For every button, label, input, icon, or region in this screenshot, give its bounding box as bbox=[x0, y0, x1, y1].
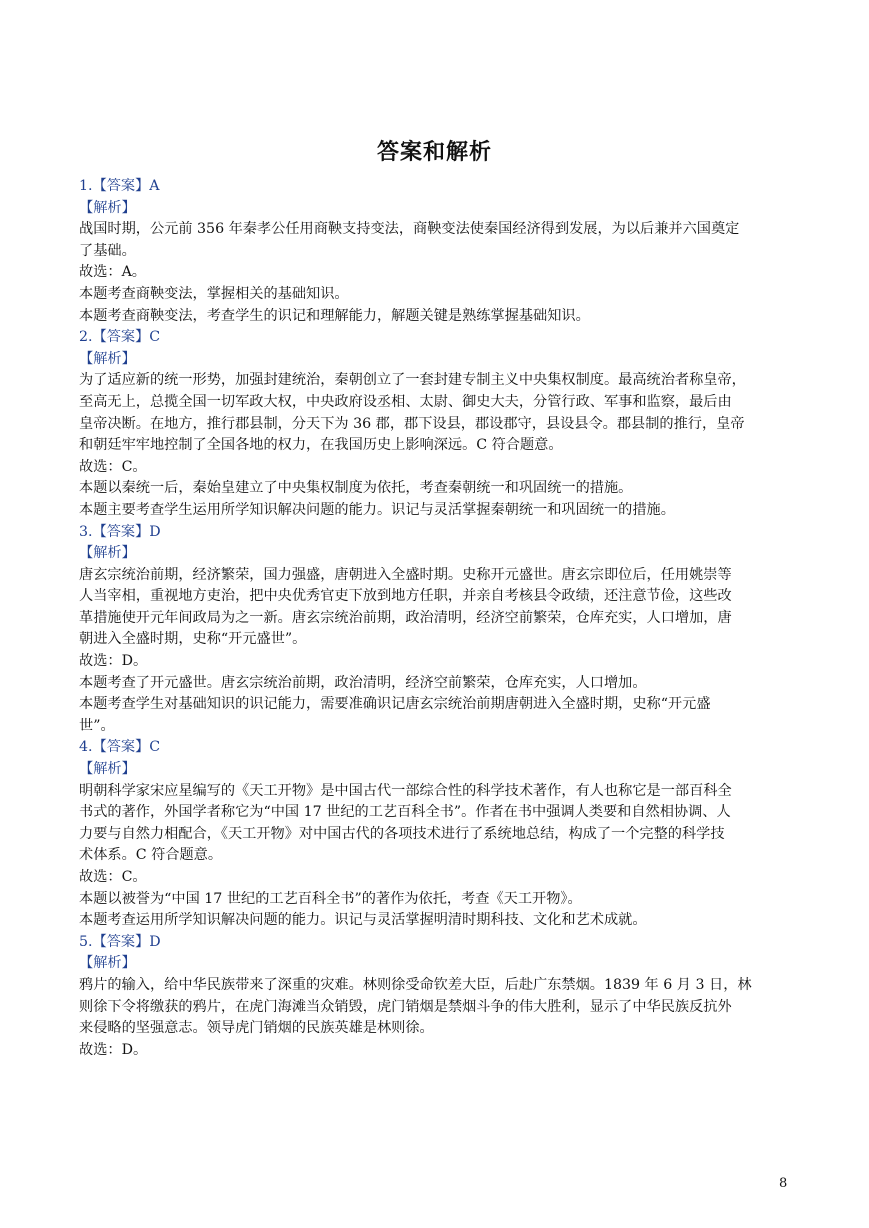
answer-line: 4.【答案】C bbox=[79, 739, 161, 756]
analysis-label: 【解析】 bbox=[79, 199, 136, 216]
analysis-line: 鸦片的输入，给中华民族带来了深重的灾难。林则徐受命钦差大臣，后赴广东禁烟。1839 年 6 月 3 日，林 bbox=[79, 976, 752, 993]
answer-content bbox=[79, 176, 791, 1061]
analysis-line: 故选：C。 bbox=[79, 869, 147, 885]
analysis-line: 皇帝决断。在地方，推行郡县制，分天下为 36 郡，郡下设县，郡设郡守，县设县令。郡县制的推行，皇帝 bbox=[79, 415, 745, 432]
analysis-line: 术体系。C 符合题意。 bbox=[79, 847, 223, 864]
analysis-label: 【解析】 bbox=[79, 955, 136, 972]
analysis-label: 【解析】 bbox=[79, 761, 136, 778]
analysis-line: 故选：C。 bbox=[79, 458, 147, 475]
analysis-line: 则徐下令将缴获的鸦片，在虎门海滩当众销毁，虎门销烟是禁烟斗争的伟大胜利，显示了中华民族反抗外 bbox=[79, 998, 732, 1015]
answer-line: 2.【答案】C bbox=[79, 329, 161, 346]
analysis-line: 了基础。 bbox=[79, 242, 136, 259]
question-block-2 bbox=[79, 327, 791, 521]
answer-line: 5.【答案】D bbox=[79, 933, 161, 950]
analysis-line: 本题考查学生对基础知识的识记能力，需要准确识记唐玄宗统治前期唐朝进入全盛时期，史称“开元盛 bbox=[79, 696, 711, 713]
question-block-4 bbox=[79, 737, 791, 931]
analysis-line: 力要与自然力相配合，《天工开物》对中国古代的各项技术进行了系统地总结，构成了一个完整的科学技 bbox=[79, 825, 725, 842]
answer-line: 3.【答案】D bbox=[79, 523, 161, 540]
analysis-line: 本题考查了开元盛世。唐玄宗统治前期，政治清明，经济空前繁荣，仓库充实，人口增加。 bbox=[79, 674, 647, 691]
page-number: 8 bbox=[779, 1176, 788, 1191]
analysis-line: 故选：D。 bbox=[79, 1041, 148, 1058]
analysis-label: 【解析】 bbox=[79, 350, 136, 367]
analysis-line: 本题主要考查学生运用所学知识解决问题的能力。识记与灵活掌握秦朝统一和巩固统一的措施。 bbox=[79, 501, 675, 518]
analysis-line: 为了适应新的统一形势，加强封建统治，秦朝创立了一套封建专制主义中央集权制度。最高统治者称皇帝， bbox=[79, 372, 746, 389]
analysis-label: 【解析】 bbox=[79, 545, 136, 562]
question-block-3 bbox=[79, 522, 791, 738]
answer-line: 1.【答案】A bbox=[79, 178, 160, 194]
analysis-line: 朝进入全盛时期，史称“开元盛世”。 bbox=[79, 631, 307, 648]
analysis-line: 唐玄宗统治前期，经济繁荣，国力强盛，唐朝进入全盛时期。史称开元盛世。唐玄宗即位后，任用姚崇等 bbox=[79, 566, 732, 583]
analysis-line: 故选：D。 bbox=[79, 653, 148, 670]
analysis-line: 明朝科学家宋应星编写的《天工开物》是中国古代一部综合性的科学技术著作，有人也称它是一部百科全 bbox=[79, 782, 732, 799]
analysis-line: 人当宰相，重视地方吏治，把中央优秀官吏下放到地方任职，并亲自考核县令政绩，还注意节俭，这些改 bbox=[79, 588, 732, 605]
analysis-line: 战国时期，公元前 356 年秦孝公任用商鞅支持变法，商鞅变法使秦国经济得到发展，为以后兼并六国奠定 bbox=[79, 221, 740, 238]
question-block-1 bbox=[79, 176, 791, 327]
analysis-line: 本题以秦统一后，秦始皇建立了中央集权制度为依托，考查秦朝统一和巩固统一的措施。 bbox=[79, 480, 633, 497]
analysis-line: 书式的著作，外国学者称它为“中国 17 世纪的工艺百科全书”。作者在书中强调人类要和自然相协调、人 bbox=[79, 804, 731, 821]
analysis-line: 本题考查运用所学知识解决问题的能力。识记与灵活掌握明清时期科技、文化和艺术成就。 bbox=[79, 912, 647, 929]
page-title: 答案和解析 bbox=[376, 139, 492, 165]
analysis-line: 本题考查商鞅变法，掌握相关的基础知识。 bbox=[79, 285, 349, 302]
analysis-line: 至高无上，总揽全国一切军政大权，中央政府设丞相、太尉、御史大夫，分管行政、军事和监察，最后由 bbox=[79, 393, 732, 410]
analysis-line: 本题以被誉为“中国 17 世纪的工艺百科全书”的著作为依托，考查《天工开物》。 bbox=[79, 890, 582, 907]
analysis-line: 革措施使开元年间政局为之一新。唐玄宗统治前期，政治清明，经济空前繁荣，仓库充实，人口增加，唐 bbox=[79, 609, 732, 626]
analysis-line: 来侵略的坚强意志。领导虎门销烟的民族英雄是林则徐。 bbox=[79, 1020, 434, 1037]
analysis-line: 故选：A。 bbox=[79, 264, 146, 281]
question-block-5 bbox=[79, 932, 791, 1062]
analysis-line: 和朝廷牢牢地控制了全国各地的权力，在我国历史上影响深远。C 符合题意。 bbox=[79, 437, 563, 454]
analysis-line: 世”。 bbox=[79, 717, 115, 734]
analysis-line: 本题考查商鞅变法，考查学生的识记和理解能力，解题关键是熟练掌握基础知识。 bbox=[79, 307, 590, 324]
